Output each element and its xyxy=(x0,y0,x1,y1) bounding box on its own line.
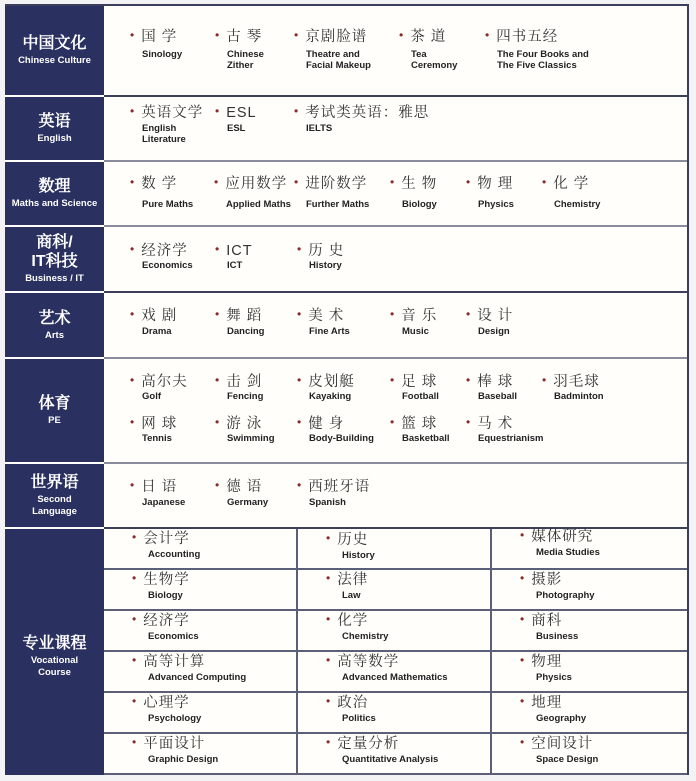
category-en: Maths and Science xyxy=(11,198,98,209)
subject-en: Psychology xyxy=(148,713,202,724)
subject-item xyxy=(132,695,201,724)
category-en: Chinese Culture xyxy=(18,55,91,66)
category-zh: 艺术 xyxy=(38,309,71,327)
subject-en: Pure Maths xyxy=(142,199,194,210)
grid-cell xyxy=(298,693,492,734)
subject-en: Drama xyxy=(142,326,172,337)
subject-list xyxy=(104,6,687,95)
subject-item xyxy=(466,374,517,402)
subject-item xyxy=(326,613,388,642)
subject-en: Fine Arts xyxy=(309,326,350,337)
subject-item xyxy=(130,105,203,145)
subject-zh: • 空间设计 xyxy=(520,736,598,753)
subject-list xyxy=(104,359,687,462)
subject-item xyxy=(466,176,514,210)
grid-cell xyxy=(492,652,687,693)
subject-en: English Literature xyxy=(142,123,186,145)
subject-item xyxy=(542,176,600,210)
category-zh: 世界语 xyxy=(30,474,79,491)
subject-zh: • 京剧脸谱 xyxy=(294,29,386,46)
grid-cell xyxy=(492,529,687,570)
subject-zh: • 健 身 xyxy=(297,416,374,433)
subject-item xyxy=(520,736,598,765)
subject-item xyxy=(326,695,376,724)
subject-item xyxy=(466,416,543,444)
subject-en: Chemistry xyxy=(342,631,389,642)
subject-en: Tennis xyxy=(142,433,172,444)
subject-zh: • 高尔夫 xyxy=(130,374,188,391)
subject-en: Biology xyxy=(148,590,183,601)
subject-zh: • 政治 xyxy=(326,695,376,712)
subject-zh: • 羽毛球 xyxy=(542,374,604,391)
subject-item xyxy=(390,308,437,337)
subject-en: Further Maths xyxy=(306,199,370,210)
subject-item xyxy=(215,479,268,508)
subject-zh: • 马 术 xyxy=(466,416,543,433)
subject-zh: • 历 史 xyxy=(297,243,344,260)
subject-item xyxy=(130,176,193,210)
category-zh: 体育 xyxy=(38,395,71,412)
subject-item xyxy=(297,243,344,271)
subject-en: Applied Maths xyxy=(226,199,291,210)
grid-cell xyxy=(104,693,298,734)
subject-en: Advanced Computing xyxy=(148,672,247,683)
category-label xyxy=(5,6,104,97)
subject-en: Media Studies xyxy=(536,547,600,558)
subject-item xyxy=(294,176,369,210)
subject-en: Advanced Mathematics xyxy=(342,672,448,683)
category-zh: 英语 xyxy=(38,113,71,130)
subject-item xyxy=(326,736,438,765)
subject-zh: • 棒 球 xyxy=(466,374,517,391)
subject-en: Golf xyxy=(142,391,161,402)
subject-en: Chinese Zither xyxy=(227,49,264,71)
subject-en: Music xyxy=(402,326,429,337)
subject-item xyxy=(466,308,513,337)
category-zh: 中国文化 xyxy=(22,35,87,52)
subject-item xyxy=(215,243,253,271)
grid-cell xyxy=(298,652,492,693)
subject-zh: • 高等数学 xyxy=(326,654,448,671)
grid-cell xyxy=(492,570,687,611)
subject-en: The Four Books and The Five Classics xyxy=(497,49,589,71)
subject-zh: • 定量分析 xyxy=(326,736,438,753)
subject-en: Accounting xyxy=(148,549,201,560)
subject-item xyxy=(215,416,275,444)
subject-zh: • 心理学 xyxy=(132,695,201,712)
subject-en: Physics xyxy=(478,199,514,210)
grid-cell xyxy=(104,529,298,570)
category-row-arts xyxy=(5,293,687,359)
category-en: Vocational Course xyxy=(30,654,79,678)
subject-item xyxy=(294,29,386,71)
subject-item xyxy=(214,176,291,210)
subject-en: ESL xyxy=(227,123,246,134)
subject-en: Theatre and Facial Makeup xyxy=(306,49,371,71)
subject-en: Quantitative Analysis xyxy=(342,754,439,765)
grid-cell xyxy=(298,529,492,570)
category-en: Business / IT xyxy=(25,273,84,284)
grid-cell xyxy=(298,611,492,652)
subject-item xyxy=(390,374,439,402)
subject-zh: • 足 球 xyxy=(390,374,439,391)
subject-item xyxy=(132,736,218,765)
subject-en: Law xyxy=(342,590,361,601)
subject-zh: • 摄影 xyxy=(520,572,595,589)
subject-zh: • 物 理 xyxy=(466,176,514,193)
subject-zh: • 物理 xyxy=(520,654,572,671)
category-en: English xyxy=(37,133,72,144)
subject-item xyxy=(520,572,595,601)
subject-zh: • 高等计算 xyxy=(132,654,246,671)
subject-zh: • 媒体研究 xyxy=(520,529,600,546)
subject-en: Japanese xyxy=(142,497,186,508)
subject-zh: • 美 术 xyxy=(297,308,350,325)
subject-en: Physics xyxy=(536,672,572,683)
subject-zh: • 茶 道 xyxy=(399,29,471,46)
subject-zh: • 历史 xyxy=(326,532,375,549)
subject-item xyxy=(130,416,177,444)
subject-en: Dancing xyxy=(227,326,265,337)
subject-zh: • 英语文学 xyxy=(130,105,203,122)
subject-item xyxy=(485,29,607,71)
subject-item xyxy=(297,416,374,444)
subject-en: Biology xyxy=(402,199,437,210)
subject-item xyxy=(215,29,285,71)
subject-zh: • 平面设计 xyxy=(132,736,218,753)
subject-zh: • 进阶数学 xyxy=(294,176,369,193)
subject-en: Photography xyxy=(536,590,595,601)
category-label xyxy=(5,162,104,227)
subject-zh: • 经济学 xyxy=(132,613,199,630)
subject-zh: • 会计学 xyxy=(132,531,200,548)
subject-item xyxy=(390,176,437,210)
subject-zh: • 西班牙语 xyxy=(297,479,370,496)
subject-list xyxy=(104,293,687,357)
category-zh: 商科/ xyxy=(36,234,73,251)
subject-item xyxy=(326,654,448,683)
category-row-second-language xyxy=(5,464,687,529)
subject-item xyxy=(326,532,375,561)
subject-item xyxy=(130,308,177,337)
subject-en: Design xyxy=(478,326,510,337)
subject-en: Kayaking xyxy=(309,391,352,402)
subject-zh: • 经济学 xyxy=(130,243,193,260)
category-label xyxy=(5,359,104,464)
subject-en: History xyxy=(309,260,342,271)
category-row-chinese-culture xyxy=(5,6,687,97)
grid-cell xyxy=(492,734,687,775)
subject-en: ICT xyxy=(227,260,243,271)
subject-en: Tea Ceremony xyxy=(411,49,458,71)
category-label xyxy=(5,227,104,293)
subject-zh: • 击 剑 xyxy=(215,374,263,391)
vocational-subject-grid xyxy=(104,529,687,775)
category-en: Arts xyxy=(44,329,64,341)
subject-en: Geography xyxy=(536,713,587,724)
category-zh: IT科技 xyxy=(31,253,78,270)
subject-list xyxy=(104,162,687,225)
subject-item xyxy=(326,572,368,601)
subject-zh: • 音 乐 xyxy=(390,308,437,325)
category-label xyxy=(5,464,104,529)
subject-en: Baseball xyxy=(478,391,518,402)
subject-item xyxy=(542,374,604,402)
subject-list xyxy=(104,97,687,160)
subject-item xyxy=(297,479,370,508)
subject-zh: • 古 琴 xyxy=(215,29,285,46)
subject-zh: • ESL xyxy=(215,105,257,122)
subject-zh: • 设 计 xyxy=(466,308,513,325)
subject-en: Basketball xyxy=(402,433,450,444)
category-row-vocational xyxy=(5,529,687,775)
subject-zh: • 舞 蹈 xyxy=(215,308,264,325)
subject-zh: • 应用数学 xyxy=(214,176,291,193)
subject-zh: • 网 球 xyxy=(130,416,177,433)
grid-cell xyxy=(492,611,687,652)
subject-zh: • 日 语 xyxy=(130,479,185,496)
subject-en: Space Design xyxy=(536,754,599,765)
grid-cell xyxy=(298,734,492,775)
subject-zh: • 德 语 xyxy=(215,479,268,496)
subject-zh: • 国 学 xyxy=(130,29,182,46)
subject-en: Business xyxy=(536,631,579,642)
subject-zh: • 生物学 xyxy=(132,572,190,589)
subject-zh: • 化学 xyxy=(326,613,388,630)
subject-en: Body-Building xyxy=(309,433,374,444)
category-en: Second Language xyxy=(32,494,77,517)
subject-zh: • 游 泳 xyxy=(215,416,275,433)
subject-item xyxy=(520,654,572,683)
category-row-english xyxy=(5,97,687,162)
subject-en: Badminton xyxy=(554,391,604,402)
subject-item xyxy=(520,529,600,558)
subject-item xyxy=(132,531,200,560)
subject-list xyxy=(104,227,687,291)
category-zh: 专业课程 xyxy=(22,634,87,652)
category-zh: 数理 xyxy=(38,178,71,195)
subject-item xyxy=(130,243,193,271)
subject-zh: • 戏 剧 xyxy=(130,308,177,325)
subject-list xyxy=(104,464,687,527)
subject-zh: • 四书五经 xyxy=(485,29,607,46)
subject-en: Politics xyxy=(342,713,376,724)
category-row-pe xyxy=(5,359,687,464)
subject-en: Economics xyxy=(148,631,199,642)
subject-item xyxy=(132,613,199,642)
subject-en: Equestrianism xyxy=(478,433,544,444)
subject-item xyxy=(215,105,257,134)
category-label xyxy=(5,97,104,162)
subject-en: Economics xyxy=(142,260,193,271)
subject-en: Spanish xyxy=(309,497,346,508)
subject-item xyxy=(215,308,264,337)
subject-en: Germany xyxy=(227,497,269,508)
subject-en: Sinology xyxy=(142,49,183,60)
grid-cell xyxy=(104,734,298,775)
subject-item xyxy=(132,572,190,601)
subject-en: Football xyxy=(402,391,439,402)
subject-item xyxy=(215,374,263,402)
grid-cell xyxy=(492,693,687,734)
subject-en: Chemistry xyxy=(554,199,601,210)
subject-zh: • 篮 球 xyxy=(390,416,450,433)
curriculum-table xyxy=(5,4,689,775)
subject-item xyxy=(130,479,185,508)
subject-zh: • 皮划艇 xyxy=(297,374,355,391)
subject-item xyxy=(130,374,188,402)
subject-en: Swimming xyxy=(227,433,275,444)
subject-zh: • 考试类英语：雅思 xyxy=(294,105,429,122)
subject-en: History xyxy=(342,550,375,561)
subject-item xyxy=(390,416,450,444)
grid-cell xyxy=(104,611,298,652)
grid-cell xyxy=(104,570,298,611)
category-label xyxy=(5,529,104,775)
subject-zh: • 商科 xyxy=(520,613,578,630)
category-en: PE xyxy=(48,415,61,426)
subject-zh: • 生 物 xyxy=(390,176,437,193)
subject-zh: • 化 学 xyxy=(542,176,600,193)
subject-item xyxy=(399,29,471,71)
subject-en: Graphic Design xyxy=(148,754,219,765)
subject-item xyxy=(297,374,355,402)
subject-item xyxy=(520,695,586,724)
subject-item xyxy=(297,308,350,337)
subject-item xyxy=(132,654,246,683)
subject-zh: • 地理 xyxy=(520,695,586,712)
subject-en: IELTS xyxy=(306,123,333,134)
subject-zh: • ICT xyxy=(215,243,253,260)
category-row-maths-science xyxy=(5,162,687,227)
subject-zh: • 数 学 xyxy=(130,176,193,193)
category-row-business-it xyxy=(5,227,687,293)
subject-zh: • 法律 xyxy=(326,572,368,589)
subject-item xyxy=(520,613,578,642)
subject-item xyxy=(294,105,429,134)
category-label xyxy=(5,293,104,359)
subject-item xyxy=(130,29,182,60)
grid-cell xyxy=(104,652,298,693)
grid-cell xyxy=(298,570,492,611)
subject-en: Fencing xyxy=(227,391,264,402)
